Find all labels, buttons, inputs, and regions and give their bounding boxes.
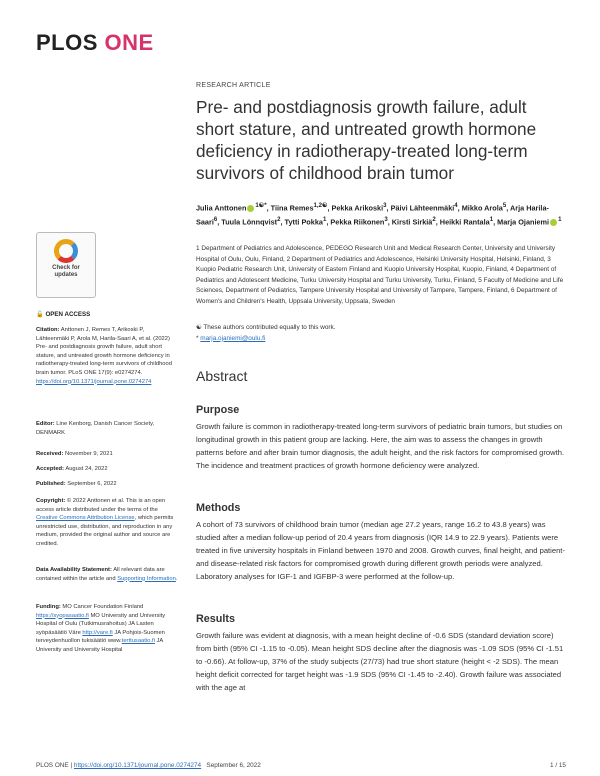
journal-logo [36, 30, 154, 56]
author-sup: 2 [432, 215, 436, 223]
purpose-heading: Purpose [196, 404, 240, 416]
copyright-text-cont: , which permits unrestricted use, distribution, and reproduction in any medium, provided the original author and source are credited. [36, 515, 174, 547]
results-heading: Results [196, 613, 236, 625]
results-text: Growth failure was evident at diagnosis, with a mean height decline of -0.6 SDS (standard deviation score) from birth (95% CI -1.15 to -0.05). Mean height SDS decline after the diagnosis was -1.09 SDS (95% CI -1.51 to -0.66). At follow-up, 37% of the study subjects (27/73) had true short stature (height < -2 SDS). The mean height deficit corrected for target height was -1.9 SDS (95% CI -1.45 to -2.40). Growth failure was associated with the age at [196, 631, 564, 692]
orcid-icon[interactable] [247, 205, 254, 212]
badge-line2: updates [54, 272, 78, 278]
logo-plos: PLOS [36, 30, 98, 55]
footer-doi-link[interactable]: https://doi.org/10.1371/journal.pone.0274274 [73, 762, 202, 769]
accepted-text: August 24, 2022 [64, 466, 108, 472]
data-availability-end: . [175, 575, 178, 582]
orcid-icon[interactable] [550, 219, 557, 226]
page-number: 1 / 15 [550, 762, 566, 769]
abstract-heading: Abstract [196, 368, 248, 384]
logo-one: ONE [104, 30, 154, 55]
author-name[interactable]: , Tiina Remes [266, 203, 314, 213]
author-name[interactable]: , Heikki Rantala [435, 217, 490, 227]
data-availability-block [36, 566, 178, 583]
copyright-text: © 2022 Anttonen et al. This is an open access article distributed under the terms of the [36, 498, 166, 513]
author-name[interactable]: , Kirsti Sirkiä [387, 217, 433, 227]
article-type: RESEARCH ARTICLE [196, 82, 271, 89]
author-sup: 6 [213, 215, 218, 223]
article-title: Pre- and postdiagnosis growth failure, adult short stature, and untreated growth hormone deficiency in radiotherapy-treated long-term survivors of childhood brain tumor [196, 97, 537, 183]
citation-label: Citation: [36, 327, 60, 333]
citation-text: Anttonen J, Remes T, Arikoski P, Lähteenmäki P, Arola M, Harila-Saari A, et al. (2022) Pre- and postdiagnosis growth failure, adult short stature, and untreated growth hormone deficiency in radiotherapy-treated long-term survivors of childhood brain tumor. PLoS ONE 17(9): e0274274. [36, 327, 172, 376]
email-prefix: * [196, 334, 201, 342]
funding-text: MO Cancer Foundation Finland [60, 604, 144, 610]
author-list [196, 200, 566, 228]
check-for-updates-badge[interactable] [36, 232, 96, 298]
funding-text-4: JA University and University Hospital [36, 638, 163, 653]
author-sup: 1 [558, 215, 562, 223]
author-sup: 1☯* [255, 202, 267, 209]
author-name[interactable]: , Pekka Riikonen [326, 217, 385, 227]
copyright-label: Copyright: [36, 498, 66, 504]
author-sup: 1 [322, 215, 327, 223]
author-name[interactable]: , Tuula Lönnqvist [217, 217, 278, 227]
footer-date: September 6, 2022 [201, 762, 261, 769]
data-availability-label: Data Availability Statement: [36, 567, 112, 573]
funding-link-3[interactable]: terttusaatio.fi [121, 638, 155, 645]
open-lock-icon: 🔓 [36, 311, 44, 318]
funding-link-2[interactable]: http://vare.fi [82, 629, 113, 636]
citation-doi-link[interactable]: https://doi.org/10.1371/journal.pone.0274274 [36, 378, 152, 385]
page-footer [36, 762, 566, 769]
author-sup: 1,2☯ [313, 202, 328, 209]
received-block [36, 450, 178, 459]
author-sup: 1 [489, 215, 494, 223]
crossmark-icon [54, 239, 78, 263]
funding-text-2: MO University and University Hospital of Oulu (Tutkimusrahoitus) JA Lasten syöpäsäätiö Väre [36, 612, 166, 636]
author-sup: 4 [454, 202, 458, 209]
author-sup: 3 [383, 202, 387, 209]
received-text: November 9, 2021 [63, 451, 113, 457]
accepted-block [36, 465, 178, 474]
received-label: Received: [36, 451, 64, 457]
editor-block [36, 420, 178, 437]
author-notes [196, 323, 566, 344]
author-name[interactable]: , Marja Ojaniemi [493, 217, 550, 227]
methods-text: A cohort of 73 survivors of childhood brain tumor (median age 27.2 years, range 16.2 to 43.8 years) was studied after a median follow-up period of 20.4 years from diagnosis (IQR 14.9 to 22.9 years). Patients were treated in five university hospitals in Finland between 1970 and 2008. Growth curves, final height, and patient- and disease-related risk factors for compromised growth during different growth periods were analyzed. Laboratory analyses for IGF-1 and IGFBP-3 were performed at the follow-up. [196, 520, 565, 581]
funding-label: Funding: [36, 604, 61, 610]
footer-journal: PLOS ONE | [36, 762, 74, 769]
author-name[interactable]: , Arja Harila-Saari [196, 203, 549, 227]
editor-text: Line Kenborg, Danish Cancer Society, DENMARK [36, 421, 155, 436]
author-name[interactable]: , Päivi Lähteenmäki [386, 203, 455, 213]
author-sup: 3 [384, 215, 388, 223]
supporting-info-link[interactable]: Supporting Information [117, 575, 176, 582]
accepted-label: Accepted: [36, 466, 65, 472]
license-link[interactable]: Creative Commons Attribution License [36, 515, 135, 522]
corresponding-email-link[interactable]: marja.ojaniemi@oulu.fi [200, 334, 266, 342]
equal-contribution-note: ☯ These authors contributed equally to this work. [196, 324, 336, 331]
funding-text-3: JA Pohjois-Suomen terveydenhuollon tukisäätiö www. [36, 629, 165, 645]
published-label: Published: [36, 481, 66, 487]
open-access-label [36, 310, 90, 318]
editor-label: Editor: [36, 421, 55, 427]
open-access-text: OPEN ACCESS [45, 311, 91, 318]
copyright-block [36, 497, 178, 549]
corresponding-email-line [196, 334, 566, 345]
author-name[interactable]: , Mikko Arola [457, 203, 503, 213]
data-availability-text: All relevant data are contained within the article and [36, 567, 165, 582]
methods-heading: Methods [196, 502, 241, 514]
badge-line1: Check for [52, 265, 80, 271]
author-sup: 5 [502, 202, 507, 209]
published-block [36, 480, 178, 489]
funding-block [36, 603, 178, 655]
affiliations: 1 Department of Pediatrics and Adolescence, PEDEGO Research Unit and Medical Research Center, University and University Hospital of Oulu, Oulu, Finland, 2 Department of Pediatrics and Adolescence, Helsinki University Hospital, Helsinki, Finland, 3 Kuopio Pediatric Research Unit, University of Eastern Finland and Kuopio University Hospital, Kuopio, Finland, 4 Department of Pediatrics and Adolescent Medicine, Turku University Hospital and Turku University, Turku, Finland, 5 Faculty of Medicine and Life Sciences, Department of Pediatrics, Tampere University Hospital and University of Tampere, Tampere, Finland, 6 Department of Women's and Children's Health, Uppsala University, Uppsala, Sweden [196, 245, 564, 305]
author-name[interactable]: , Tytti Pokka [280, 217, 323, 227]
purpose-text: Growth failure is common in radiotherapy-treated long-term survivors of pediatric brain tumors, but studies on longitudinal growth in this patient group are lacking. Here, the aim was to assess the changes in growth patterns before and after brain tumor diagnosis, the adult height, and the risk factors for compromised growth. The incidence and treatment practices of growth hormone deficiency were analyzed. [196, 422, 565, 470]
published-text: September 6, 2022 [65, 481, 117, 487]
author-name[interactable]: Julia Anttonen [196, 203, 247, 213]
author-sup: 2 [277, 215, 281, 223]
funding-link-1[interactable]: https://syopasaatio.fi [36, 612, 89, 619]
citation-block [36, 326, 178, 386]
author-name[interactable]: , Pekka Arikoski [327, 203, 384, 213]
